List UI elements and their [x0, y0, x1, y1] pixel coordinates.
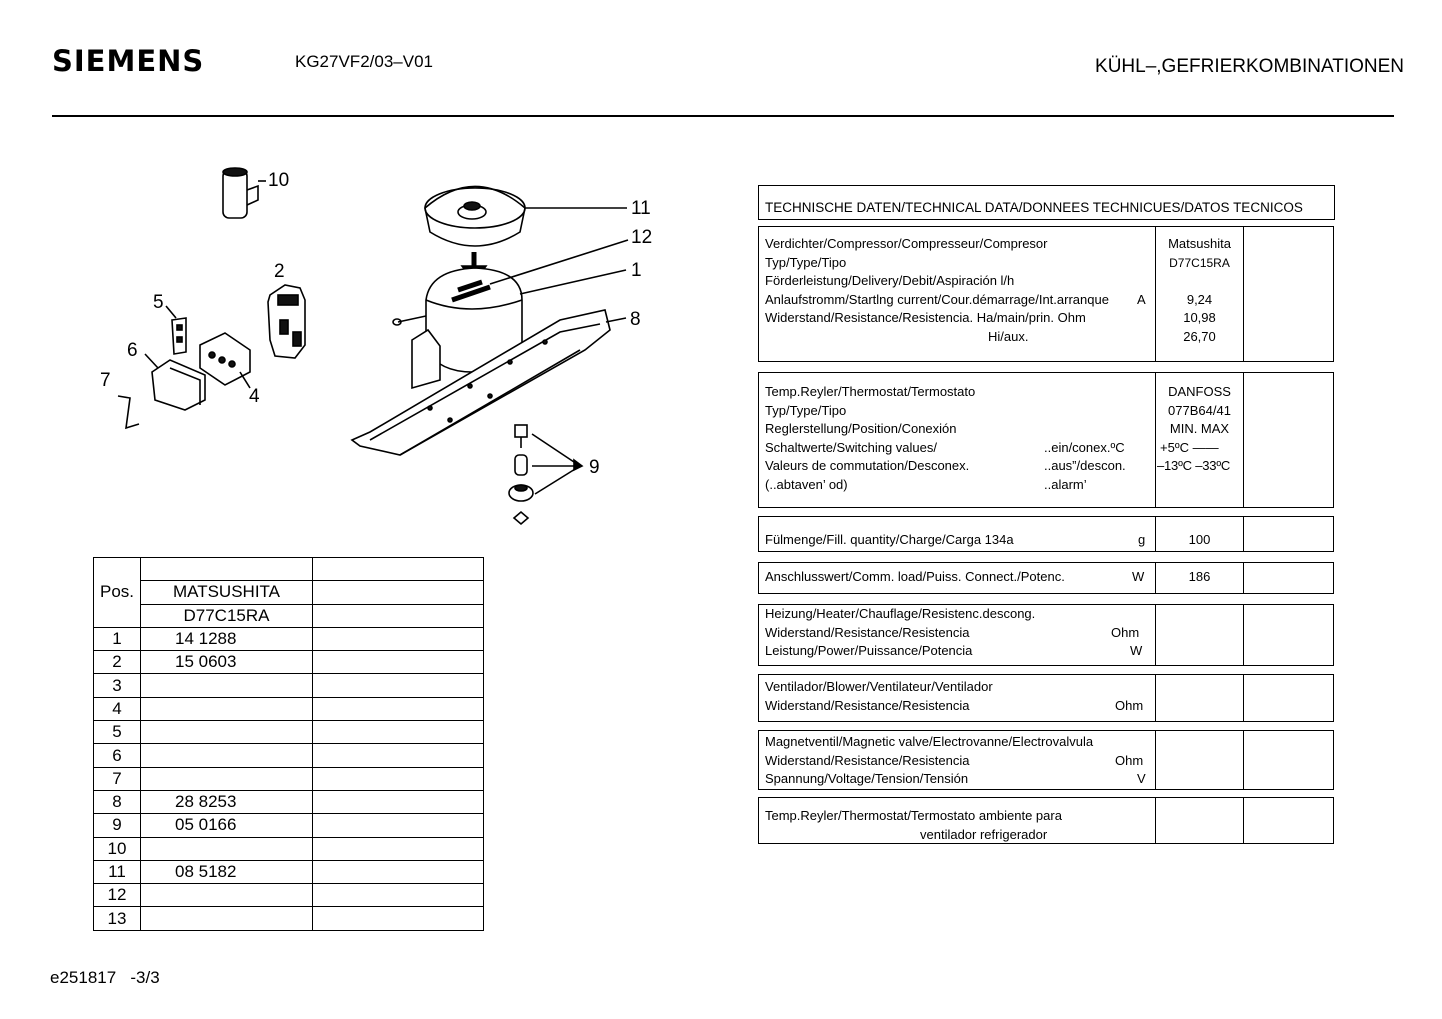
- table-row: [94, 721, 484, 744]
- pos-cell: 11: [94, 860, 141, 883]
- callout-label: 7: [100, 370, 111, 391]
- column-divider: [1155, 675, 1156, 721]
- pos-cell: 10: [94, 837, 141, 860]
- pos-cell: 3: [94, 674, 141, 697]
- resistance-main-value: 10,98: [1183, 310, 1216, 325]
- part-number-cell: [141, 674, 313, 697]
- part-10-capacitor: [223, 168, 266, 218]
- part-5-clip: [166, 306, 186, 354]
- part-number-cell: 08 5182: [141, 860, 313, 883]
- fill-quantity-value: 100: [1188, 532, 1211, 547]
- callout-label: 5: [153, 292, 164, 313]
- empty-cell: [141, 558, 313, 581]
- callout-label: 9: [589, 457, 600, 478]
- callout-label: 1: [631, 260, 642, 281]
- table-row: [94, 651, 484, 674]
- compressor-value: Matsushita: [1168, 236, 1231, 251]
- unit-label: W: [1132, 569, 1145, 584]
- switch-off-label: ..aus”/descon.: [1044, 458, 1126, 473]
- empty-cell: [313, 884, 484, 907]
- thermostat-label: Temp.Reyler/Thermostat/Termostato: [765, 384, 976, 399]
- thermostat-section: [758, 372, 1334, 508]
- ambient-thermostat-label: Temp.Reyler/Thermostat/Termostato ambiente para: [765, 808, 1062, 823]
- table-row: [94, 837, 484, 860]
- commutation-label: Valeurs de commutation/Desconex.: [765, 458, 970, 473]
- empty-cell: [313, 814, 484, 837]
- callout-label: 2: [274, 261, 285, 282]
- compressor-section: [758, 226, 1334, 362]
- connected-load-label: Anschlusswert/Comm. load/Puiss. Connect./Potenc.: [765, 569, 1065, 584]
- unit-label: Ohm: [1115, 697, 1144, 713]
- fill-quantity-section: [758, 516, 1334, 552]
- resistance-aux-value: 26,70: [1183, 328, 1216, 344]
- empty-cell: [313, 837, 484, 860]
- callout-label: 8: [630, 309, 641, 330]
- empty-cell: [313, 674, 484, 697]
- part-2-relay: [268, 285, 305, 358]
- resistance-aux-label: Hi/aux.: [988, 328, 1029, 344]
- unit-label: W: [1130, 643, 1143, 658]
- brand-logo: SIEMENS: [52, 44, 205, 78]
- exploded-parts-diagram: [90, 150, 690, 540]
- thermostat-type-value: 077B64/41: [1168, 402, 1231, 418]
- thermostat-value: DANFOSS: [1168, 384, 1231, 399]
- part-number-cell: [141, 744, 313, 767]
- table-row: [94, 604, 484, 627]
- type-label: Typ/Type/Tipo: [765, 254, 847, 270]
- empty-cell: [313, 860, 484, 883]
- empty-cell: [313, 790, 484, 813]
- pos-cell: 12: [94, 884, 141, 907]
- power-label: Leistung/Power/Puissance/Potencia: [765, 643, 973, 658]
- column-divider: [1243, 798, 1244, 843]
- tech-data-title-box: [758, 185, 1335, 220]
- table-row: [94, 558, 484, 581]
- magnetic-valve-section: [758, 730, 1334, 790]
- voltage-label: Spannung/Voltage/Tension/Tensión: [765, 771, 969, 786]
- pos-cell: 5: [94, 721, 141, 744]
- unit-label: Ohm: [1115, 752, 1144, 768]
- part-number-cell: 15 0603: [141, 651, 313, 674]
- table-row: [94, 907, 484, 930]
- callout-label: 10: [268, 170, 290, 191]
- part-4-terminal-block: [200, 333, 250, 388]
- table-row: [94, 814, 484, 837]
- column-divider: [1243, 731, 1244, 789]
- unit-label: V: [1137, 771, 1146, 786]
- unit-label: A: [1137, 291, 1146, 307]
- empty-cell: [313, 744, 484, 767]
- empty-cell: [313, 627, 484, 650]
- empty-cell: [313, 581, 484, 604]
- part-number-cell: [141, 837, 313, 860]
- resistance-label: Widerstand/Resistance/Resistencia: [765, 624, 970, 640]
- product-category: KÜHL–,GEFRIERKOMBINATIONEN: [1095, 56, 1404, 77]
- callout-label: 6: [127, 340, 138, 361]
- column-divider: [1155, 605, 1156, 665]
- pos-cell: 1: [94, 627, 141, 650]
- column-divider: [1243, 605, 1244, 665]
- position-value: MIN. MAX: [1169, 421, 1230, 436]
- manufacturer-header: MATSUSHITA: [141, 581, 313, 604]
- part-number-cell: 14 1288: [141, 627, 313, 650]
- pos-cell: 4: [94, 697, 141, 720]
- type-value: D77C15RA: [1169, 255, 1230, 270]
- table-row: [94, 860, 484, 883]
- starting-current-value: 9,24: [1186, 291, 1213, 307]
- switching-values-label: Schaltwerte/Switching values/: [765, 439, 937, 455]
- blower-section: [758, 674, 1334, 722]
- blower-label: Ventilador/Blower/Ventilateur/Ventilador: [765, 679, 993, 694]
- table-row: [94, 767, 484, 790]
- table-row: [94, 697, 484, 720]
- column-divider: [1155, 798, 1156, 843]
- pos-cell: 7: [94, 767, 141, 790]
- empty-cell: [313, 604, 484, 627]
- column-divider: [1243, 675, 1244, 721]
- switch-on-label: ..ein/conex.ºC: [1044, 439, 1125, 455]
- part-number-cell: [141, 767, 313, 790]
- column-divider: [1243, 517, 1244, 551]
- part-9-fasteners: [509, 425, 582, 524]
- callout-label: 4: [249, 386, 260, 407]
- column-divider: [1243, 563, 1244, 593]
- callout-label: 12: [631, 227, 653, 248]
- unit-label: g: [1138, 532, 1146, 547]
- switch-off-value: –13ºC –33ºC: [1157, 458, 1231, 473]
- table-row: [94, 674, 484, 697]
- starting-current-label: Anlaufstromm/Startlng current/Cour.démarrage/Int.arranque: [765, 291, 1109, 307]
- pos-cell: 9: [94, 814, 141, 837]
- table-row: [94, 790, 484, 813]
- compressor-label: Verdichter/Compressor/Compresseur/Compresor: [765, 236, 1048, 251]
- part-number-cell: [141, 721, 313, 744]
- empty-cell: [313, 907, 484, 930]
- header-rule: [52, 115, 1394, 117]
- type-label: Typ/Type/Tipo: [765, 402, 847, 418]
- connected-load-value: 186: [1188, 569, 1211, 584]
- switch-on-value: +5ºC ——: [1160, 439, 1219, 455]
- empty-cell: [313, 721, 484, 744]
- fill-quantity-label: Fülmenge/Fill. quantity/Charge/Carga 134a: [765, 532, 1014, 547]
- part-11-drip-tray: [425, 187, 627, 247]
- column-divider: [1243, 227, 1244, 361]
- unit-label: Ohm: [1111, 624, 1140, 640]
- model-number: KG27VF2/03–V01: [295, 52, 433, 71]
- connected-load-section: [758, 562, 1334, 594]
- empty-cell: [313, 767, 484, 790]
- table-row: [94, 627, 484, 650]
- callout-label: 11: [631, 198, 651, 219]
- table-row: [94, 581, 484, 604]
- ambient-thermostat-section: [758, 797, 1334, 844]
- tech-data-title: TECHNISCHE DATEN/TECHNICAL DATA/DONNEES TECHNICUES/DATOS TECNICOS: [765, 200, 1303, 215]
- model-header: D77C15RA: [141, 604, 313, 627]
- pos-cell: 8: [94, 790, 141, 813]
- part-number-cell: 28 8253: [141, 790, 313, 813]
- empty-cell: [313, 651, 484, 674]
- table-row: [94, 744, 484, 767]
- resistance-label: Widerstand/Resistance/Resistencia: [765, 752, 970, 768]
- delivery-label: Förderleistung/Delivery/Debit/Aspiración l/h: [765, 273, 1015, 288]
- pos-cell: 6: [94, 744, 141, 767]
- magnetic-valve-label: Magnetventil/Magnetic valve/Electrovanne/Electrovalvula: [765, 734, 1094, 749]
- part-number-cell: 05 0166: [141, 814, 313, 837]
- part-number-cell: [141, 884, 313, 907]
- empty-cell: [313, 697, 484, 720]
- heater-label: Heizung/Heater/Chauflage/Resistenc.descong.: [765, 606, 1036, 621]
- pos-header: Pos.: [94, 558, 141, 628]
- pos-cell: 13: [94, 907, 141, 930]
- defrost-label: (..abtaven’ od): [765, 476, 848, 492]
- table-row: [94, 884, 484, 907]
- column-divider: [1155, 731, 1156, 789]
- empty-cell: [313, 558, 484, 581]
- parts-table: [93, 557, 484, 931]
- part-6-cover: [145, 354, 205, 410]
- part-7-spring-clip: [118, 396, 139, 428]
- part-number-cell: [141, 907, 313, 930]
- part-number-cell: [141, 697, 313, 720]
- resistance-main-label: Widerstand/Resistance/Resistencia. Ha/main/prin. Ohm: [765, 310, 1086, 325]
- ambient-thermostat-sublabel: ventilador refrigerador: [920, 826, 1048, 842]
- resistance-label: Widerstand/Resistance/Resistencia: [765, 697, 970, 713]
- alarm-label: ..alarm’: [1044, 476, 1087, 492]
- heater-section: [758, 604, 1334, 666]
- pos-cell: 2: [94, 651, 141, 674]
- document-id: e251817 -3/3: [50, 968, 160, 987]
- position-label: Reglerstellung/Position/Conexión: [765, 421, 957, 436]
